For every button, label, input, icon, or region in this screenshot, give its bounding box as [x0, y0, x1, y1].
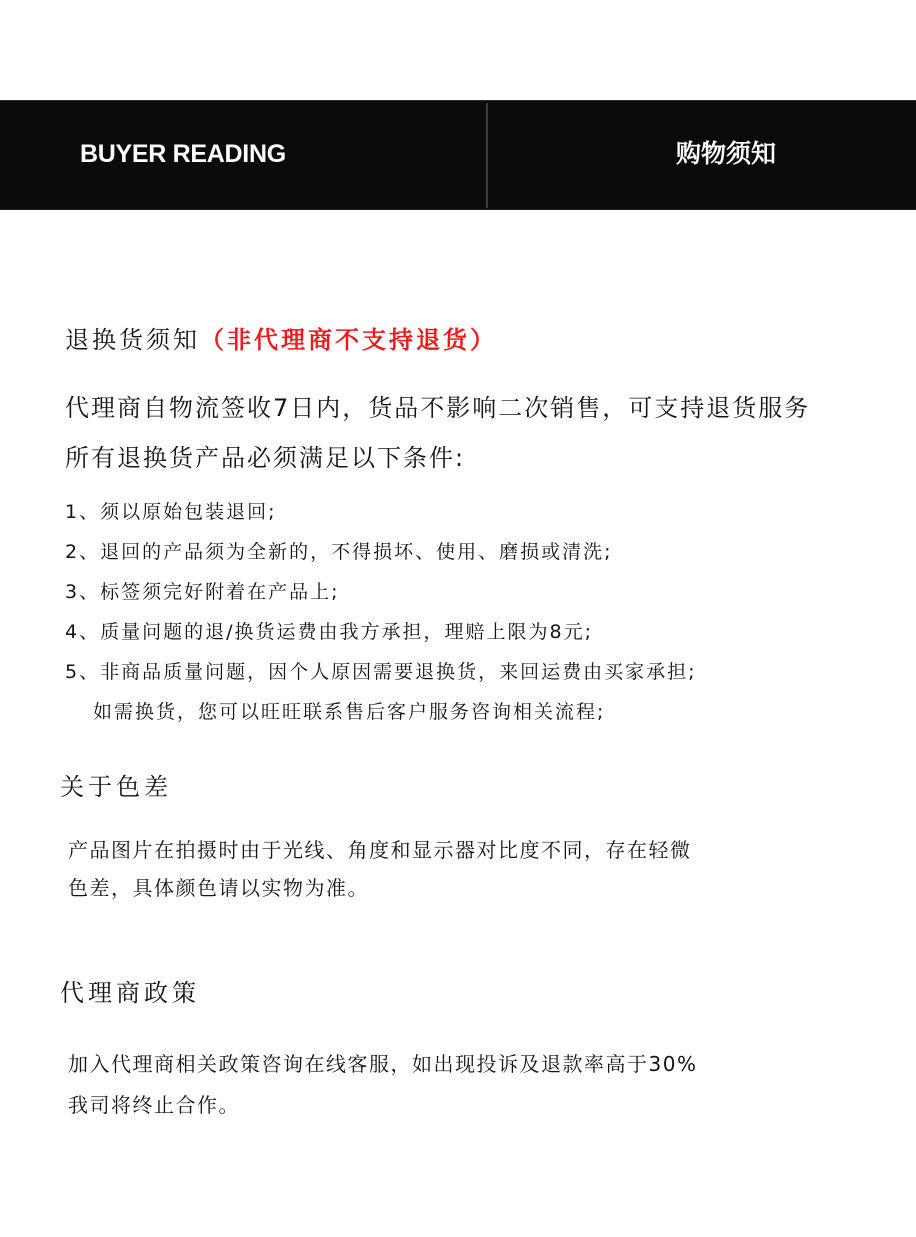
returns-title: 退换货须知 — [65, 326, 200, 354]
color-difference-line: 色差，具体颜色请以实物为准。 — [68, 876, 369, 900]
header-banner — [0, 100, 916, 210]
condition-item: 3、标签须完好附着在产品上; — [65, 581, 340, 603]
banner-title-english: BUYER READING — [80, 140, 286, 168]
color-difference-line: 产品图片在拍摄时由于光线、角度和显示器对比度不同，存在轻微 — [68, 838, 692, 862]
exchange-note: 如需换货，您可以旺旺联系售后客户服务咨询相关流程; — [93, 701, 606, 723]
condition-item: 5、非商品质量问题，因个人原因需要退换货，来回运费由买家承担; — [65, 661, 697, 683]
returns-heading — [65, 320, 497, 360]
banner-divider — [486, 103, 488, 208]
condition-item: 4、质量问题的退/换货运费由我方承担，理赔上限为8元; — [65, 621, 593, 643]
agent-policy-heading: 代理商政策 — [60, 979, 200, 1007]
returns-conditions-list — [65, 492, 697, 732]
returns-intro-line: 所有退换货产品必须满足以下条件: — [65, 444, 466, 472]
agent-policy-line: 我司将终止合作。 — [68, 1093, 240, 1117]
returns-intro — [65, 383, 810, 483]
returns-title-note: （非代理商不支持退货） — [200, 326, 497, 354]
condition-item: 2、退回的产品须为全新的，不得损坏、使用、磨损或清洗; — [65, 541, 613, 563]
agent-policy-paragraph — [68, 1044, 697, 1126]
color-difference-paragraph — [68, 831, 692, 907]
agent-policy-line: 加入代理商相关政策咨询在线客服，如出现投诉及退款率高于30% — [68, 1052, 698, 1076]
color-difference-heading: 关于色差 — [60, 773, 172, 801]
banner-title-chinese: 购物须知 — [676, 139, 777, 168]
condition-item: 1、须以原始包装退回; — [65, 501, 277, 523]
returns-intro-line: 代理商自物流签收7日内，货品不影响二次销售，可支持退货服务 — [65, 394, 811, 422]
